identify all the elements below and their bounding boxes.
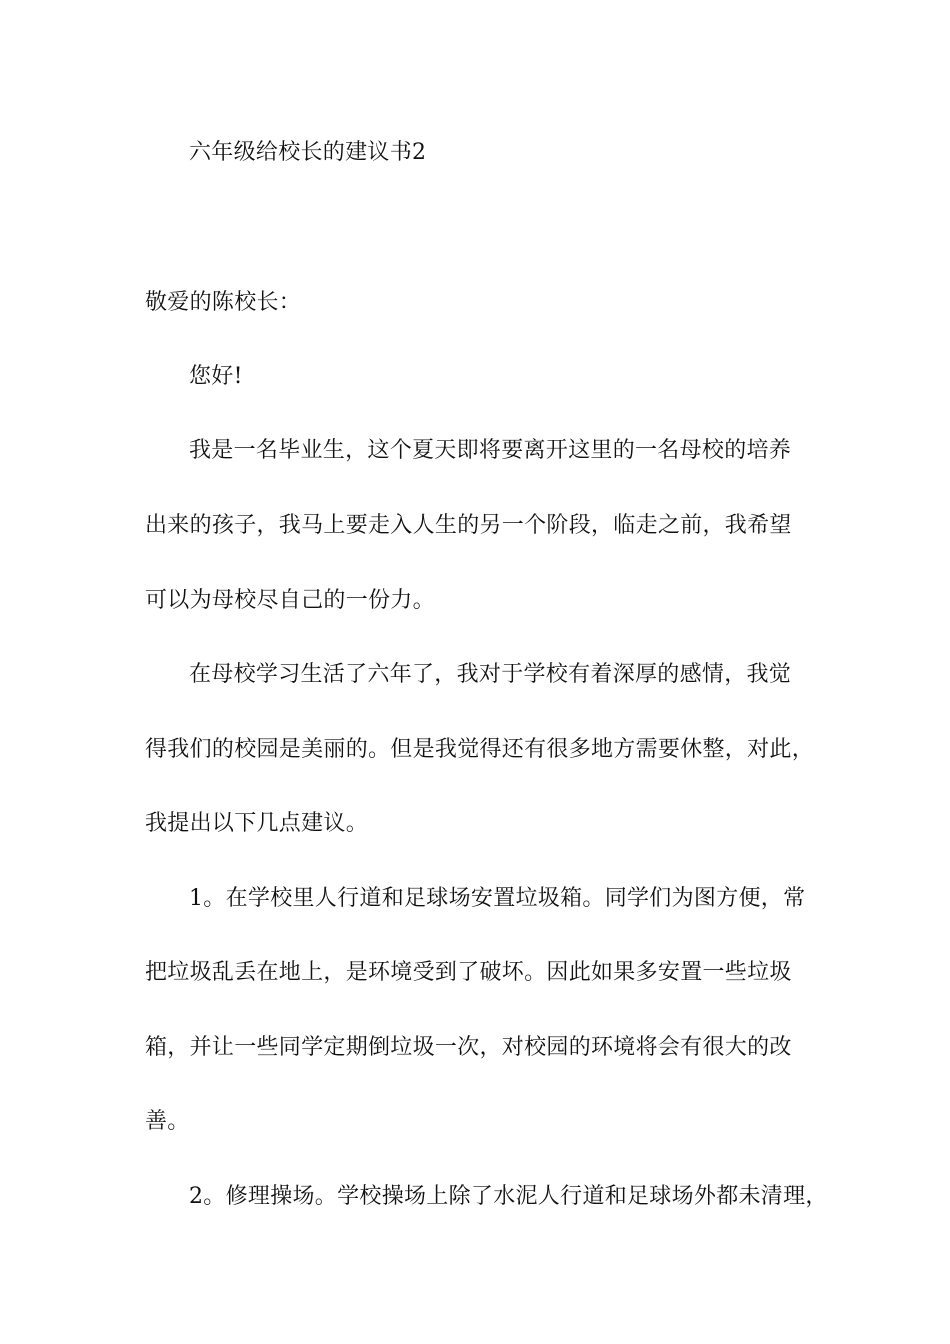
- salutation: 敬爱的陈校长：: [145, 290, 302, 315]
- paragraph-line: 1。在学校里人行道和足球场安置垃圾箱。同学们为图方便，常: [189, 886, 806, 911]
- paragraph-line: 我是一名毕业生，这个夏天即将要离开这里的一名母校的培养: [189, 438, 792, 463]
- paragraph-line: 在母校学习生活了六年了，我对于学校有着深厚的感情，我觉: [189, 662, 792, 687]
- paragraph-line: 2。修理操场。学校操场上除了水泥人行道和足球场外都未清理，: [189, 1184, 828, 1209]
- paragraph-line: 我提出以下几点建议。: [145, 811, 369, 836]
- paragraph-line: 得我们的校园是美丽的。但是我觉得还有很多地方需要休整，对此，: [145, 737, 815, 762]
- document-title: 六年级给校长的建议书2: [189, 140, 427, 165]
- paragraph-line: 出来的孩子，我马上要走入人生的另一个阶段，临走之前，我希望: [145, 513, 792, 538]
- paragraph-line: 可以为母校尽自己的一份力。: [145, 588, 435, 613]
- paragraph-line: 箱，并让一些同学定期倒垃圾一次，对校园的环境将会有很大的改: [145, 1035, 792, 1060]
- paragraph-line: 善。: [145, 1109, 190, 1134]
- paragraph-line: 把垃圾乱丢在地上，是环境受到了破坏。因此如果多安置一些垃圾: [145, 960, 792, 985]
- greeting: 您好!: [189, 364, 243, 389]
